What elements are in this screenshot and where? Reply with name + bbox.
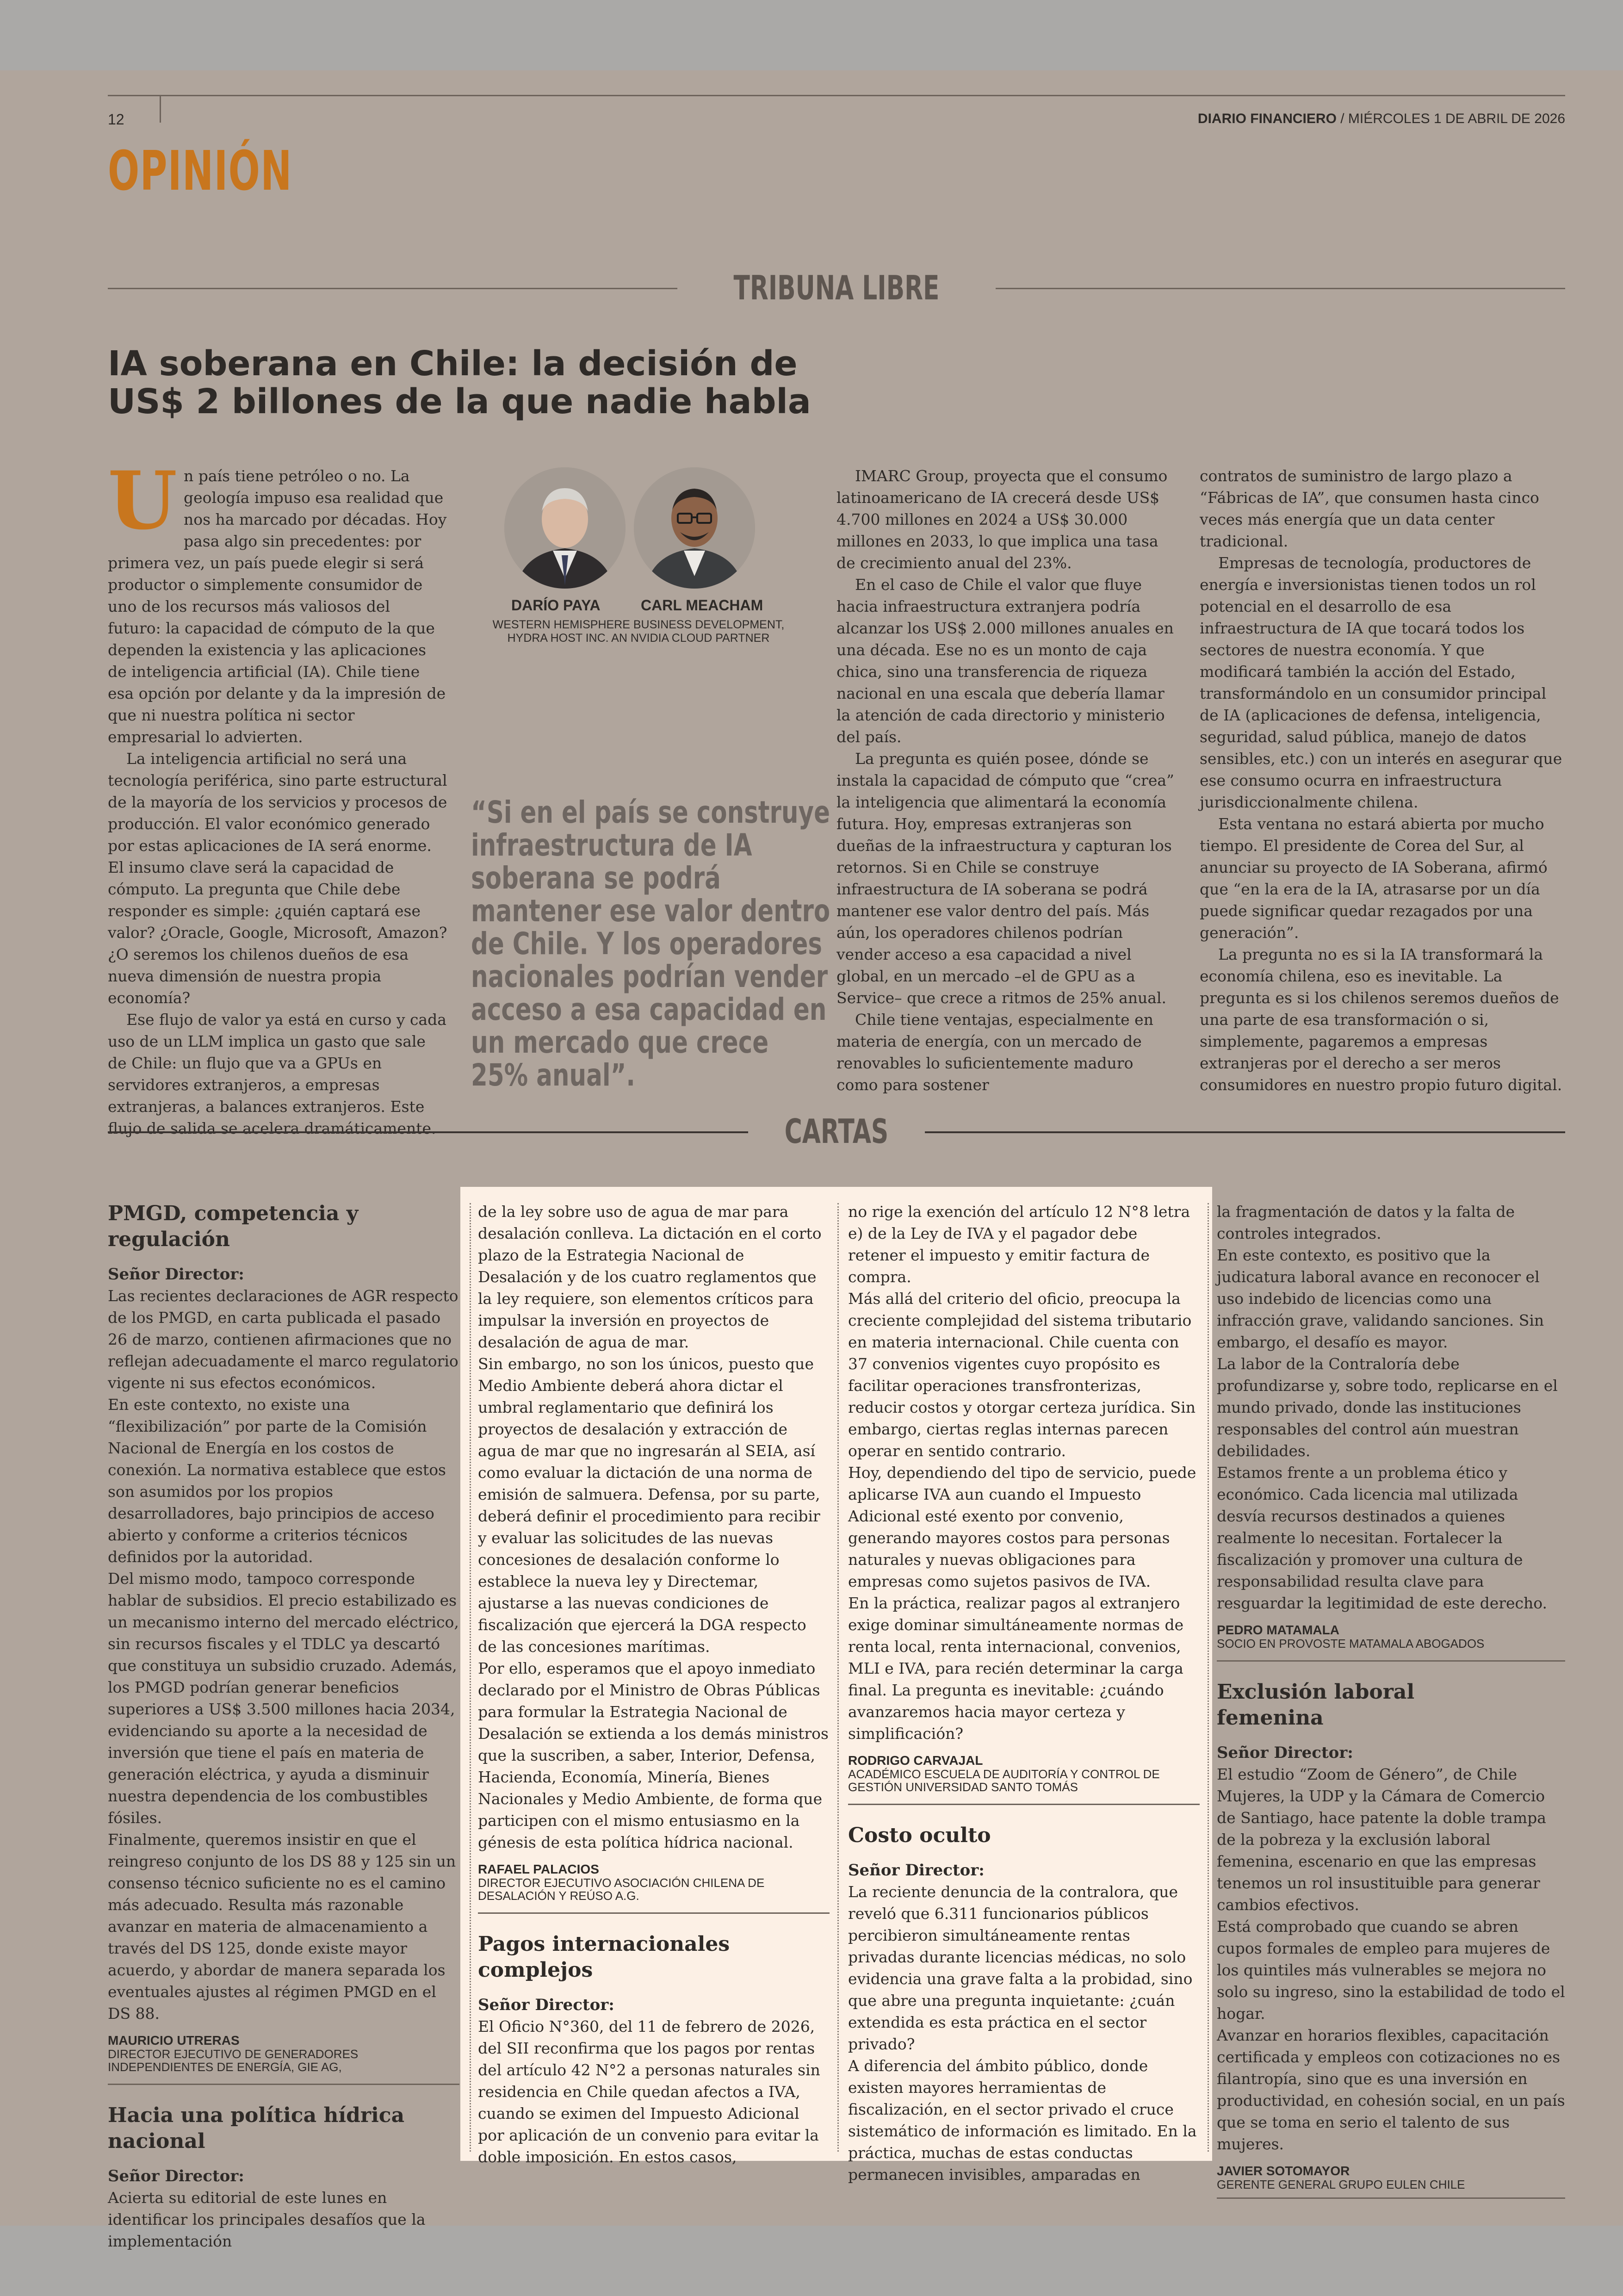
article-paragraph: La inteligencia artificial no será una tecnología periférica, sino parte estructural de la mayoría de los servicios y procesos de producción. El valor económico generado por estas aplicaciones de IA será enorme. El insumo clave será la capacidad de cómputo. La pregunta que Chile debe responder es simple: ¿quién captará ese valor? ¿Oracle, Google, Microsoft, Amazon? ¿O seremos los chilenos dueños de esa nueva dimensión de nuestra propia economía? [108,750,447,1007]
masthead [1198,111,1565,127]
letter-paragraph: Por ello, esperamos que el apoyo inmediato declarado por el Ministro de Obras Públicas para formular la Estrategia Nacional de Desalación se extienda a los demás ministros que la suscriben, a saber, Interior, Defensa, Hacienda, Economía, Minería, Bienes Nacionales y Medio Ambiente, de forma que participen con el mismo entusiasmo en la génesis de esta política hídrica nacional. [478,1659,829,1851]
letter-signer: JAVIER SOTOMAYOR [1217,2164,1350,2178]
author-portraits [495,467,782,592]
letter-signer: MAURICIO UTRERAS [108,2033,240,2048]
letter-paragraph: Las recientes declaraciones de AGR respecto de los PMGD, en carta publicada el pasado 26 de marzo, contienen afirmaciones que no reflejan adecuadamente el marco regulatorio vigente ni sus efectos económicos. [108,1287,458,1392]
letter-paragraph: Hoy, dependiendo del tipo de servicio, puede aplicarse IVA aun cuando el Impuesto Adicional esté exento por convenio, generando mayores costos para personas naturales y nuevas obligaciones para empresas como sujetos pasivos de IVA. [848,1464,1196,1590]
headline-line-1: IA soberana en Chile: la decisión de [108,344,798,384]
article-paragraph: Esta ventana no estará abierta por mucho tiempo. El presidente de Corea del Sur, al anunciar su proyecto de IA Soberana, afirmó que “en la era de la IA, atrasarse por un día puede significar quedar rezagados por una generación”. [1200,815,1548,942]
author-role: WESTERN HEMISPHERE BUSINESS DEVELOPMENT, HYDRA HOST INC. AN NVIDIA CLOUD PARTNER [492,618,785,645]
letter-signer-role: DIRECTOR EJECUTIVO DE GENERADORES INDEPENDIENTES DE ENERGÍA, GIE AG, [108,2047,359,2074]
column-separator [1208,1203,1209,2152]
page-number: 12 [108,111,124,128]
letter-title: Hacia una política hídrica nacional [108,2104,405,2153]
letter-paragraph: Estamos frente a un problema ético y económico. Cada licencia mal utilizada desvía recursos destinados a quienes realmente lo necesitan. Fortalecer la fiscalización y promover una cultura de responsabilidad resulta clave para resguardar la legitimidad de este derecho. [1217,1464,1548,1612]
letter-signer-role: DIRECTOR EJECUTIVO ASOCIACIÓN CHILENA DE DESALACIÓN Y REÚSO A.G. [478,1876,765,1903]
letters-column-4 [1217,1201,1565,2216]
letter-title: PMGD, competencia y regulación [108,1202,359,1251]
letter-paragraph: A diferencia del ámbito público, donde existen mayores herramientas de fiscalización, en el sector privado el cruce sistemático de información es limitado. En la práctica, muchas de estas conductas permanecen invisibles, amparadas en [848,2057,1197,2184]
salutation: Señor Director: [848,1861,985,1880]
letter-title [478,1931,830,1983]
letter-divider [478,1912,830,1914]
tribuna-band [108,269,1565,306]
letter-paragraph: Más allá del criterio del oficio, preocupa la creciente complejidad del sistema tributario en materia internacional. Chile cuenta con 37 convenios vigentes cuyo propósito es facilitar operaciones transfronterizas, reducir costos y otorgar certeza jurídica. Sin embargo, ciertas reglas internas parecen operar en sentido contrario. [848,1290,1196,1460]
letter-paragraph: Sin embargo, no son los únicos, puesto que Medio Ambiente deberá ahora dictar el umbral reglamentario que definirá los proyectos de desalación y extracción de agua de mar que no ingresarán al SEIA, así como evaluar la dictación de una norma de emisión de salmuera. Defensa, por su parte, deberá definir el procedimiento para recibir y evaluar las solicitudes de las nuevas concesiones de desalación conforme lo establece la nueva ley y Directemar, ajustarse a las nuevas condiciones de fiscalización que ejercerá la DGA respecto de las concesiones marítimas. [478,1355,820,1656]
salutation: Señor Director: [108,2167,244,2185]
article-headline [108,345,894,421]
article-paragraph: Ese flujo de valor ya está en curso y cada uso de un LLM implica un gasto que sale de Chile: un flujo que va a GPUs en servidores extranjeros, a empresas extranjeras, a balances extranjeros. Este flujo de salida se acelera dramáticamente. [108,1011,446,1137]
letter-paragraph: Acierta su editorial de este lunes en identificar los principales desafíos que la implementación [108,2189,426,2250]
author-photo-dario-paya [504,467,626,589]
article-paragraph: Empresas de tecnología, productores de energía e inversionistas tienen todos un rol potencial en el desarrollo de esa infraestructura de IA que tocará todos los sectores de nuestra economía. Y que modificará también la acción del Estado, transformándolo en un consumidor principal de IA (aplicaciones de defensa, inteligencia, seguridad, salud pública, manejo de datos sensibles, etc.) con un interés en asegurar que ese consumo ocurra en infraestructura jurisdiccionalmente chilena. [1200,554,1562,811]
letter-divider [1217,1660,1565,1662]
article-column-4 [1200,465,1565,1096]
letter-title-line: complejos [478,1958,593,1982]
article-paragraph: IMARC Group, proyecta que el consumo latinoamericano de IA crecerá desde US$ 4.700 millones en 2024 a US$ 30.000 millones en 2033, lo que implica una tasa de crecimiento anual del 23%. [836,467,1168,572]
letter-paragraph: la fragmentación de datos y la falta de controles integrados. [1217,1203,1515,1242]
column-separator [837,1203,839,2152]
letter-divider [1217,2197,1565,2199]
salutation: Señor Director: [478,1996,614,2014]
section-title: OPINIÓN [108,139,292,203]
pull-quote: “Si en el país se construye infraestructura de IA soberana se podrá mantener ese valor dentro de Chile. Y los operadores nacionales podrían vender acceso a esa capacidad en un mercado que crece 25% anual”. [471,794,830,1093]
article-paragraph: La pregunta es quién posee, dónde se instala la capacidad de cómputo que “crea” la inteligencia que alimentará la economía futura. Hoy, empresas extranjeras son dueñas de la infraestructura y capturan los retornos. Si en Chile se construye infraestructura de IA soberana se podrá mantener ese valor dentro del país. Más aún, los operadores chilenos podrían vender acceso a esa capacidad a nivel global, en un mercado –el de GPU as a Service– que crece a ritmos de 25% anual. [836,750,1174,1007]
letters-column-1 [108,1201,459,2252]
tribuna-label: TRIBUNA LIBRE [733,268,940,307]
article-paragraph: En el caso de Chile el valor que fluye hacia infraestructura extranjera podría alcanzar los US$ 2.000 millones anuales en una década. Ese no es un monto de caja chica, sino una transferencia de riqueza nacional en una escala que debería llamar la atención de cada directorio y ministerio del país. [836,576,1174,746]
letter-title [1217,1679,1565,1731]
cartas-label: CARTAS [784,1112,889,1151]
letter-title-line: Exclusión laboral [1217,1680,1415,1704]
article-paragraph: n país tiene petróleo o no. La geología impuso esa realidad que nos ha marcado por décadas. Hoy pasa algo sin precedentes: por primera vez, un país puede elegir si será productor o simplemente consumidor de uno de los recursos más valiosos del futuro: la capacidad de cómputo de la que dependen la existencia y las aplicaciones de inteligencia artificial (IA). Chile tiene esa opción por delante y da la impresión de que ni nuestra política ni sector empresarial lo advierten. [108,467,447,746]
publication-date: / MIÉRCOLES 1 DE ABRIL DE 2026 [1336,111,1565,126]
letter-title: Costo oculto [848,1824,991,1847]
letter-paragraph: Está comprobado que cuando se abren cupos formales de empleo para mujeres de los quintiles más vulnerables se mejora no solo su ingreso, sino la estabilidad de todo el hogar. [1217,1917,1565,2023]
letter-paragraph: El Oficio N°360, del 11 de febrero de 2026, del SII reconfirma que los pagos por rentas del artículo 42 N°2 a personas naturales sin residencia en Chile quedan afectos a IVA, cuando se eximen del Impuesto Adicional por aplicación de un convenio para evitar la doble imposición. En estos casos, [478,2017,820,2166]
article-paragraph: La pregunta no es si la IA transformará la economía chilena, eso es inevitable. La pregunta es si los chilenos seremos dueños de una parte de esa transformación o si, simplemente, pagaremos a empresas extranjeras por el derecho a ser meros consumidores en nuestro propio futuro digital. [1200,945,1562,1094]
author-name-2: CARL MEACHAM [641,597,763,614]
letter-paragraph: La labor de la Contraloría debe profundizarse y, sobre todo, replicarse en el mundo privado, donde las instituciones responsables del control aún muestran debilidades. [1217,1355,1558,1460]
letter-paragraph: Finalmente, queremos insistir en que el reingreso conjunto de los DS 88 y 125 sin un consenso técnico suficiente no es el camino más adecuado. Resulta más razonable avanzar en materia de almacenamiento a través del DS 125, donde existe mayor acuerdo, y abordar de manera separada los eventuales ajustes al régimen PMGD en el DS 88. [108,1831,456,2023]
letter-paragraph: En este contexto, no existe una “flexibilización” por parte de la Comisión Nacional de Energía en los costos de conexión. La normativa establece que estos son asumidos por los propios desarrolladores, bajo principios de acceso abierto y conforme a criterios técnicos definidos por la autoridad. [108,1396,446,1566]
article-paragraph: contratos de suministro de largo plazo a “Fábricas de IA”, que consumen hasta cinco veces más energía que un data center tradicional. [1200,467,1539,550]
headline-line-2: US$ 2 billones de la que nadie habla [108,382,811,422]
folio-divider [160,95,161,123]
letter-divider [108,2084,459,2085]
letter-paragraph: no rige la exención del artículo 12 N°8 letra e) de la Ley de IVA y el pagador debe retener el impuesto y emitir factura de compra. [848,1203,1190,1286]
letters-column-2 [478,1201,830,2168]
letter-signer: RODRIGO CARVAJAL [848,1753,983,1768]
header-rule [108,95,1565,96]
salutation: Señor Director: [1217,1744,1353,1762]
article-column-1 [108,453,448,1139]
letters-column-3 [848,1201,1200,2185]
letter-paragraph: Avanzar en horarios flexibles, capacitación certificada y empleos con cotizaciones no es filantropía, sino que es una inversión en productividad, en cohesión social, en un país que se toma en serio el talento de sus mujeres. [1217,2026,1565,2153]
author-photo-carl-meacham [634,467,755,589]
letter-paragraph: La reciente denuncia de la contralora, que reveló que 6.311 funcionarios públicos percibieron simultáneamente rentas privadas durante licencias médicas, no solo evidencia una grave falta a la probidad, sino que abre una pregunta inquietante: ¿cuán extendida es esta práctica en el sector privado? [848,1883,1193,2053]
publication-name: DIARIO FINANCIERO [1197,111,1337,126]
column-separator [470,1203,471,2152]
letter-paragraph: Del mismo modo, tampoco corresponde hablar de subsidios. El precio estabilizado es un mecanismo interno del mercado eléctrico, sin recursos fiscales y el TDLC ya descartó que constituya un subsidio cruzado. Además, los PMGD podrían generar beneficios superiores a US$ 3.500 millones hacia 2034, evidenciando su aporte a la necesidad de inversión que tiene el país en materia de generación eléctrica, y ayuda a disminuir nuestra dependencia de los combustibles fósiles. [108,1570,459,1827]
letter-title-line: Pagos internacionales [478,1932,730,1956]
article-paragraph: Chile tiene ventajas, especialmente en materia de energía, con un mercado de renovables lo suficientemente maduro como para sostener [836,1011,1153,1094]
letter-paragraph: En la práctica, realizar pagos al extranjero exige dominar simultáneamente normas de renta local, renta internacional, convenios, MLI e IVA, para recién determinar la carga final. La pregunta es inevitable: ¿cuándo avanzaremos hacia mayor certeza y simplificación? [848,1594,1184,1743]
article-column-3 [836,465,1177,1096]
letter-signer-role: ACADÉMICO ESCUELA DE AUDITORÍA Y CONTROL DE GESTIÓN UNIVERSIDAD SANTO TOMÁS [848,1767,1160,1794]
letter-divider [848,1804,1200,1805]
letter-signer-role: SOCIO EN PROVOSTE MATAMALA ABOGADOS [1217,1637,1485,1651]
letter-signer: PEDRO MATAMALA [1217,1623,1339,1637]
author-name-1: DARÍO PAYA [511,597,601,614]
letter-signer: RAFAEL PALACIOS [478,1862,599,1876]
letter-paragraph: El estudio “Zoom de Género”, de Chile Mujeres, la UDP y la Cámara de Comercio de Santiago, hace patente la doble trampa de la pobreza y la exclusión laboral femenina, escenario en que las empresas tenemos un rol insustituible para generar cambios efectivos. [1217,1765,1546,1914]
cartas-band [108,1113,1565,1150]
drop-cap: U [108,453,177,547]
letter-paragraph: En este contexto, es positivo que la judicatura laboral avance en reconocer el uso indebido de licencias como una infracción grave, validando sanciones. Sin embargo, el desafío es mayor. [1217,1246,1544,1351]
letter-title-line: femenina [1217,1706,1324,1730]
letter-signer-role: GERENTE GENERAL GRUPO EULEN CHILE [1217,2178,1465,2191]
salutation: Señor Director: [108,1265,244,1284]
letter-paragraph: de la ley sobre uso de agua de mar para desalación conlleva. La dictación en el corto plazo de la Estrategia Nacional de Desalación y de los cuatro reglamentos que la ley requiere, son elementos críticos para impulsar la inversión en proyectos de desalación de agua de mar. [478,1203,822,1351]
